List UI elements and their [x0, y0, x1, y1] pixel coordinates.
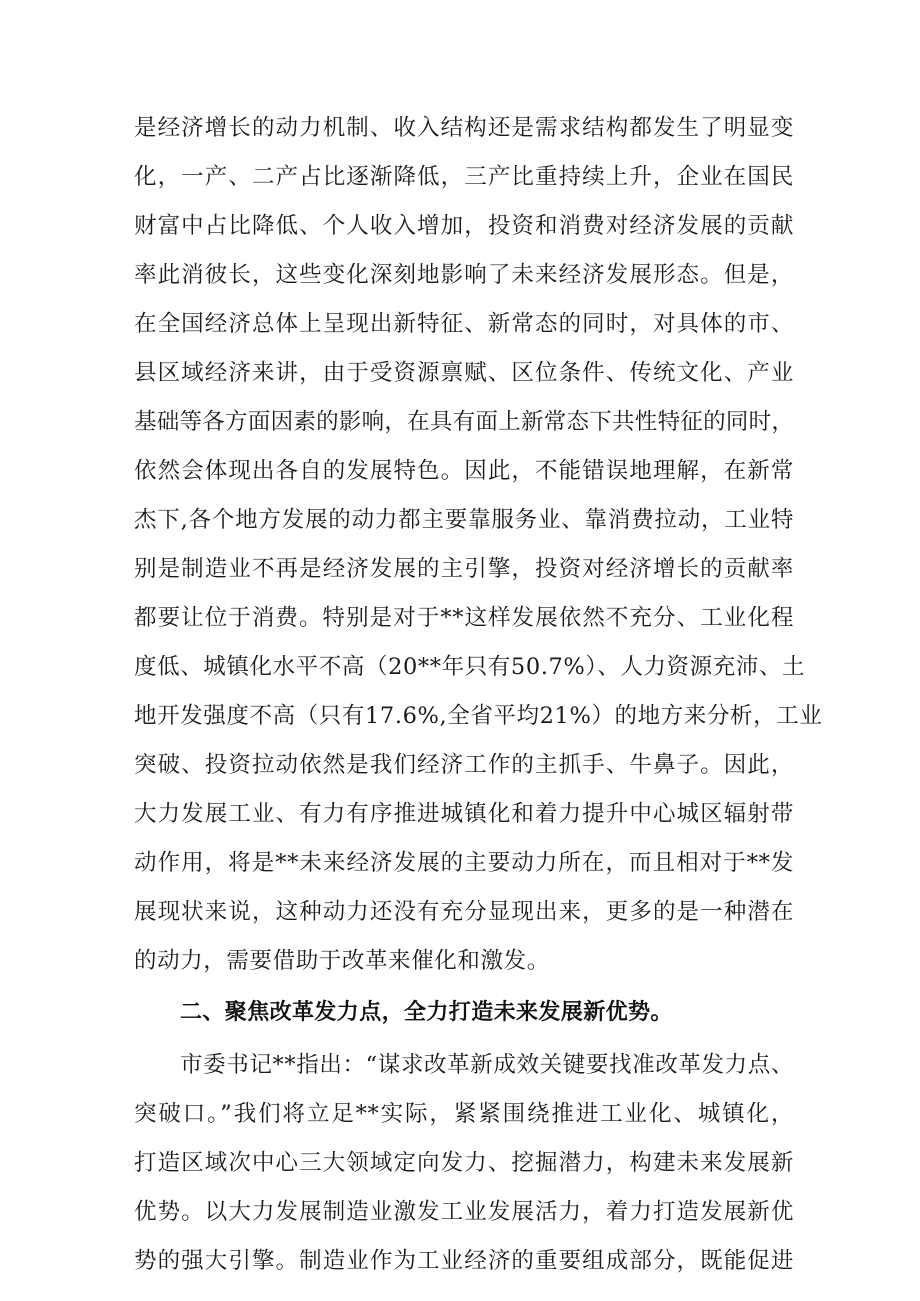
paragraph-line: 打造区域次中心三大领域定向发力、挖掘潜力，构建未来发展新 [134, 1150, 794, 1176]
paragraph-line: 率此消彼长，这些变化深刻地影响了未来经济发展形态。但是， [134, 262, 794, 288]
paragraph-line: 是经济增长的动力机制、收入结构还是需求结构都发生了明显变 [134, 115, 794, 141]
paragraph-line: 都要让位于消费。特别是对于**这样发展依然不充分、工业化程 [134, 605, 794, 631]
section-heading: 二、聚焦改革发力点，全力打造未来发展新优势。 [180, 1000, 673, 1025]
paragraph-line: 县区域经济来讲，由于受资源禀赋、区位条件、传统文化、产业 [134, 360, 794, 386]
paragraph-line: 突破口。”我们将立足**实际，紧紧围绕推进工业化、城镇化， [134, 1101, 794, 1127]
paragraph-line: 市委书记**指出：“谋求改革新成效关键要找准改革发力点、 [180, 1052, 794, 1078]
paragraph-line: 基础等各方面因素的影响，在具有面上新常态下共性特征的同时， [134, 409, 794, 435]
paragraph-line: 的动力，需要借助于改革来催化和激发。 [134, 948, 550, 974]
paragraph-line: 度低、城镇化水平不高（20**年只有50.7%）、人力资源充沛、土 [134, 654, 806, 680]
paragraph-line: 别是制造业不再是经济发展的主引擎，投资对经济增长的贡献率 [134, 556, 794, 582]
paragraph-line: 化，一产、二产占比逐渐降低，三产比重持续上升，企业在国民 [134, 164, 794, 190]
paragraph-line: 杰下,各个地方发展的动力都主要靠服务业、靠消费拉动，工业特 [134, 507, 794, 533]
paragraph-line: 优势。以大力发展制造业激发工业发展活力，着力打造发展新优 [134, 1199, 794, 1225]
paragraph-line: 展现状来说，这种动力还没有充分显现出来，更多的是一种潜在 [134, 899, 794, 925]
paragraph-line: 动作用，将是**未来经济发展的主要动力所在，而且相对于**发 [134, 850, 794, 876]
paragraph-line: 地开发强度不高（只有17.6%,全省平均21%）的地方来分析，工业 [134, 703, 823, 729]
paragraph-line: 在全国经济总体上呈现出新特征、新常态的同时，对具体的市、 [134, 311, 794, 337]
paragraph-line: 突破、投资拉动依然是我们经济工作的主抓手、牛鼻子。因此， [134, 752, 794, 778]
paragraph-line: 财富中占比降低、个人收入增加，投资和消费对经济发展的贡献 [134, 213, 794, 239]
paragraph-line: 大力发展工业、有力有序推进城镇化和着力提升中心城区辐射带 [134, 801, 794, 827]
paragraph-line: 势的强大引擎。制造业作为工业经济的重要组成部分，既能促进 [134, 1248, 794, 1274]
paragraph-line: 依然会体现出各自的发展特色。因此，不能错误地理解，在新常 [134, 458, 794, 484]
